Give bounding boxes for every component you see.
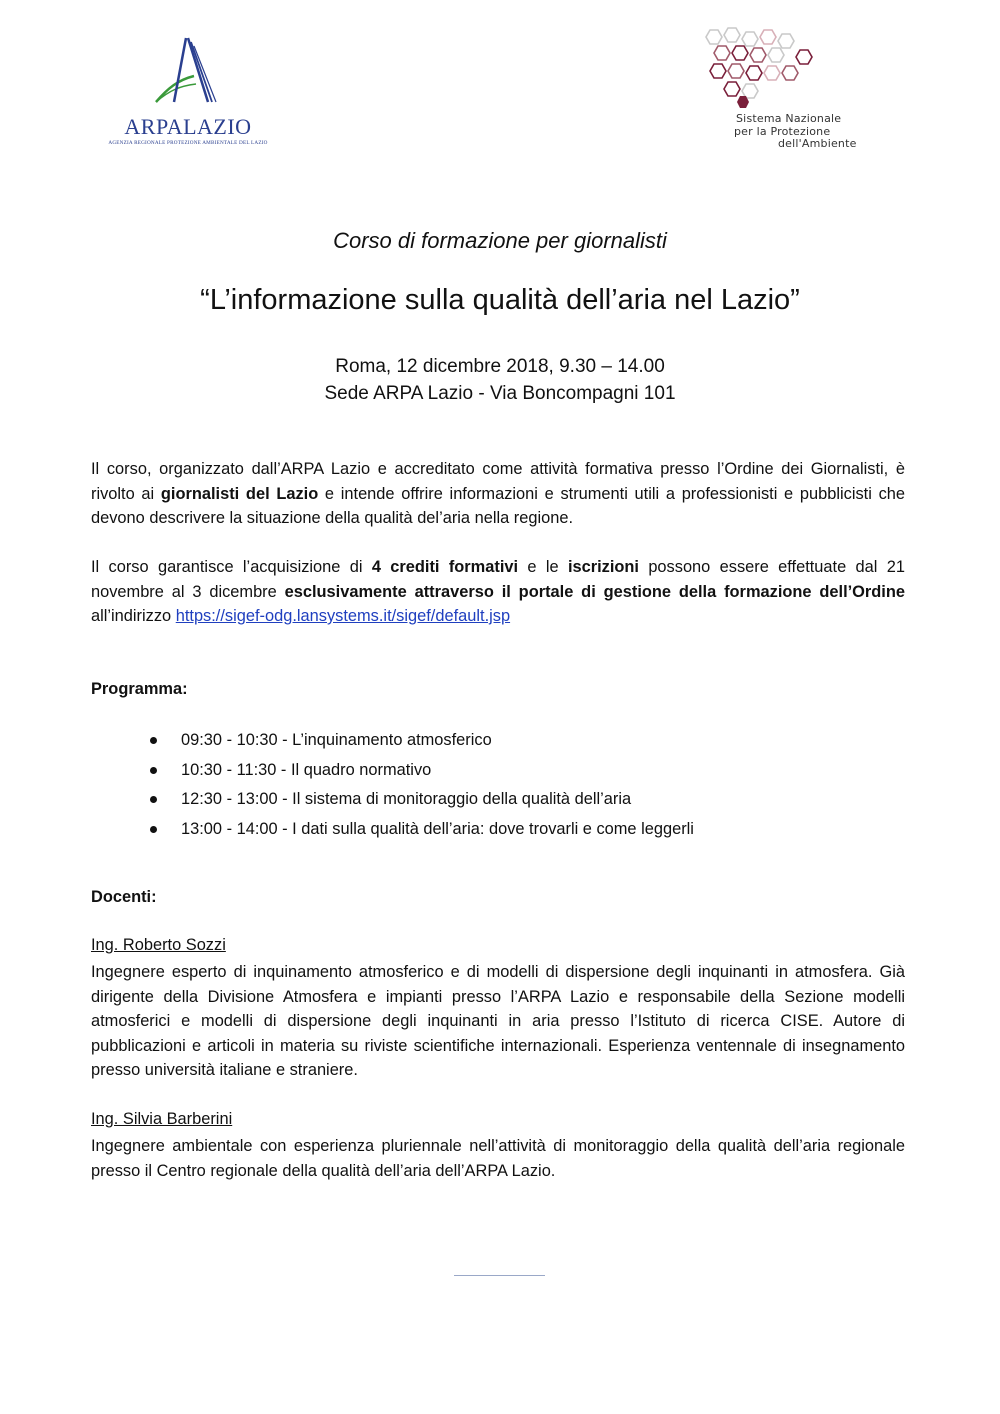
snpa-hexagon-icon bbox=[700, 26, 830, 118]
arpa-lazio-subtitle: AGENZIA REGIONALE PROTEZIONE AMBIENTALE DEL LAZIO bbox=[108, 140, 268, 146]
teacher-2-bio: Ingegnere ambientale con esperienza pluriennale nell’attività di monitoraggio della qualità dell’aria regionale presso il Centro regionale della qualità dell’aria dell’ARPA Lazio. bbox=[91, 1137, 905, 1180]
program-list bbox=[148, 728, 694, 846]
program-item-text: 13:00 - 14:00 - I dati sulla qualità dell’aria: dove trovarli e come leggerli bbox=[181, 819, 694, 838]
teacher-2-name: Ing. Silvia Barberini bbox=[91, 1110, 233, 1128]
program-item-text: 10:30 - 11:30 - Il quadro normativo bbox=[181, 760, 432, 779]
snpa-line-3: dell'Ambiente bbox=[778, 137, 857, 150]
footer-divider bbox=[454, 1275, 545, 1276]
snpa-logo bbox=[700, 26, 900, 156]
program-item bbox=[148, 728, 694, 758]
bullet-icon bbox=[150, 796, 157, 803]
course-subtitle: Corso di formazione per giornalisti bbox=[333, 228, 667, 253]
snpa-line-2: per la Protezione bbox=[734, 125, 831, 138]
teacher-1-name: Ing. Roberto Sozzi bbox=[91, 936, 226, 954]
intro-text: e intende offrire informazioni e strumenti utili a professionisti e pubblicisti che devono descrivere la situazione della qualità del’aria nella regione. bbox=[91, 484, 905, 527]
bullet-icon bbox=[150, 737, 157, 744]
intro-paragraph-1 bbox=[91, 457, 905, 531]
program-item bbox=[148, 817, 694, 847]
intro-text: Il corso garantisce l’acquisizione di bbox=[91, 558, 372, 576]
venue: Sede ARPA Lazio - Via Boncompagni 101 bbox=[324, 383, 676, 404]
program-item-text: 12:30 - 13:00 - Il sistema di monitoraggio della qualità dell’aria bbox=[181, 790, 632, 808]
portal-emphasis: esclusivamente attraverso il portale di gestione della formazione dell’Ordine bbox=[284, 582, 905, 601]
arpa-lazio-emblem-icon bbox=[150, 36, 226, 108]
program-heading: Programma: bbox=[91, 680, 188, 698]
intro-paragraph-2 bbox=[91, 555, 905, 629]
date-time: Roma, 12 dicembre 2018, 9.30 – 14.00 bbox=[335, 356, 665, 377]
program-item bbox=[148, 787, 694, 817]
program-item bbox=[148, 758, 694, 788]
course-title: “L’informazione sulla qualità dell’aria nel Lazio” bbox=[200, 284, 800, 316]
intro-text: e le bbox=[518, 558, 568, 576]
bullet-icon bbox=[150, 826, 157, 833]
arpa-lazio-name: ARPALAZIO bbox=[124, 114, 252, 139]
registration-emphasis: iscrizioni bbox=[567, 558, 639, 576]
course-when-where bbox=[0, 353, 1000, 407]
teacher-1-bio: Ingegnere esperto di inquinamento atmosferico e di modelli di dispersione degli inquinanti in atmosfera. Già dirigente della Divisione Atmosfera e impianti presso l’ARPA Lazio e responsabile della Sezione modelli atmosferici e modelli di dispersione degli inquinanti in aria presso l’Istituto di ricerca CISE. Autore di pubblicazioni e articoli in materia su riviste scientifiche internazionali. Esperienza ventennale di insegnamento presso università italiane e straniere. bbox=[91, 963, 905, 1079]
credits-emphasis: 4 crediti formativi bbox=[371, 558, 519, 576]
arpa-lazio-logo bbox=[108, 36, 268, 151]
intro-text: all’indirizzo bbox=[91, 607, 176, 625]
intro-text: Il corso, organizzato dall’ARPA Lazio e accreditato come attività formativa presso l’Ordine dei Giornalisti, è rivolto ai bbox=[91, 460, 905, 503]
registration-link[interactable]: https://sigef-odg.lansystems.it/sigef/default.jsp bbox=[175, 607, 511, 625]
intro-text: possono essere effettuate dal 21 novembre al 3 dicembre bbox=[91, 558, 905, 601]
snpa-line-1: Sistema Nazionale bbox=[736, 112, 842, 125]
intro-emphasis: giornalisti del Lazio bbox=[160, 484, 319, 503]
program-item-text: 09:30 - 10:30 - L’inquinamento atmosferico bbox=[181, 731, 492, 749]
bullet-icon bbox=[150, 767, 157, 774]
teachers-heading: Docenti: bbox=[91, 888, 157, 906]
